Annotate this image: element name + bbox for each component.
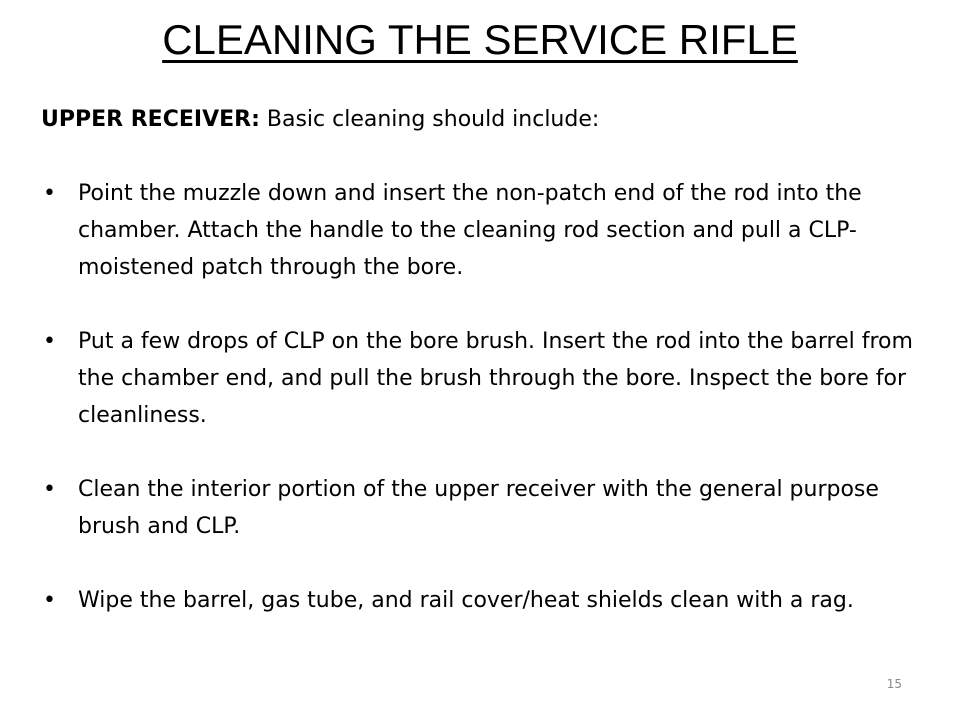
bullet-text: Wipe the barrel, gas tube, and rail cover/heat shields clean with a rag. [78,588,854,613]
section-label: UPPER RECEIVER: [41,107,260,132]
list-item [41,582,921,619]
bullet-list [41,175,921,619]
bullet-icon: • [43,329,56,354]
intro-line [41,101,921,138]
bullet-text: Put a few drops of CLP on the bore brush. Insert the rod into the barrel from the chamber end, and pull the brush through the bore. Inspect the bore for cleanliness. [78,329,913,428]
list-item [41,175,921,286]
slide-body [41,101,921,656]
bullet-text: Point the muzzle down and insert the non-patch end of the rod into the chamber. Attach the handle to the cleaning rod section and pull a CLP-moistened patch through the bore. [78,181,862,280]
page-number: 15 [886,677,902,691]
bullet-icon: • [43,477,56,502]
list-item [41,471,921,545]
bullet-icon: • [43,588,56,613]
intro-text: Basic cleaning should include: [266,107,600,132]
slide-title: CLEANING THE SERVICE RIFLE [162,16,798,63]
bullet-text: Clean the interior portion of the upper receiver with the general purpose brush and CLP. [78,477,879,539]
list-item [41,323,921,434]
bullet-icon: • [43,181,56,206]
